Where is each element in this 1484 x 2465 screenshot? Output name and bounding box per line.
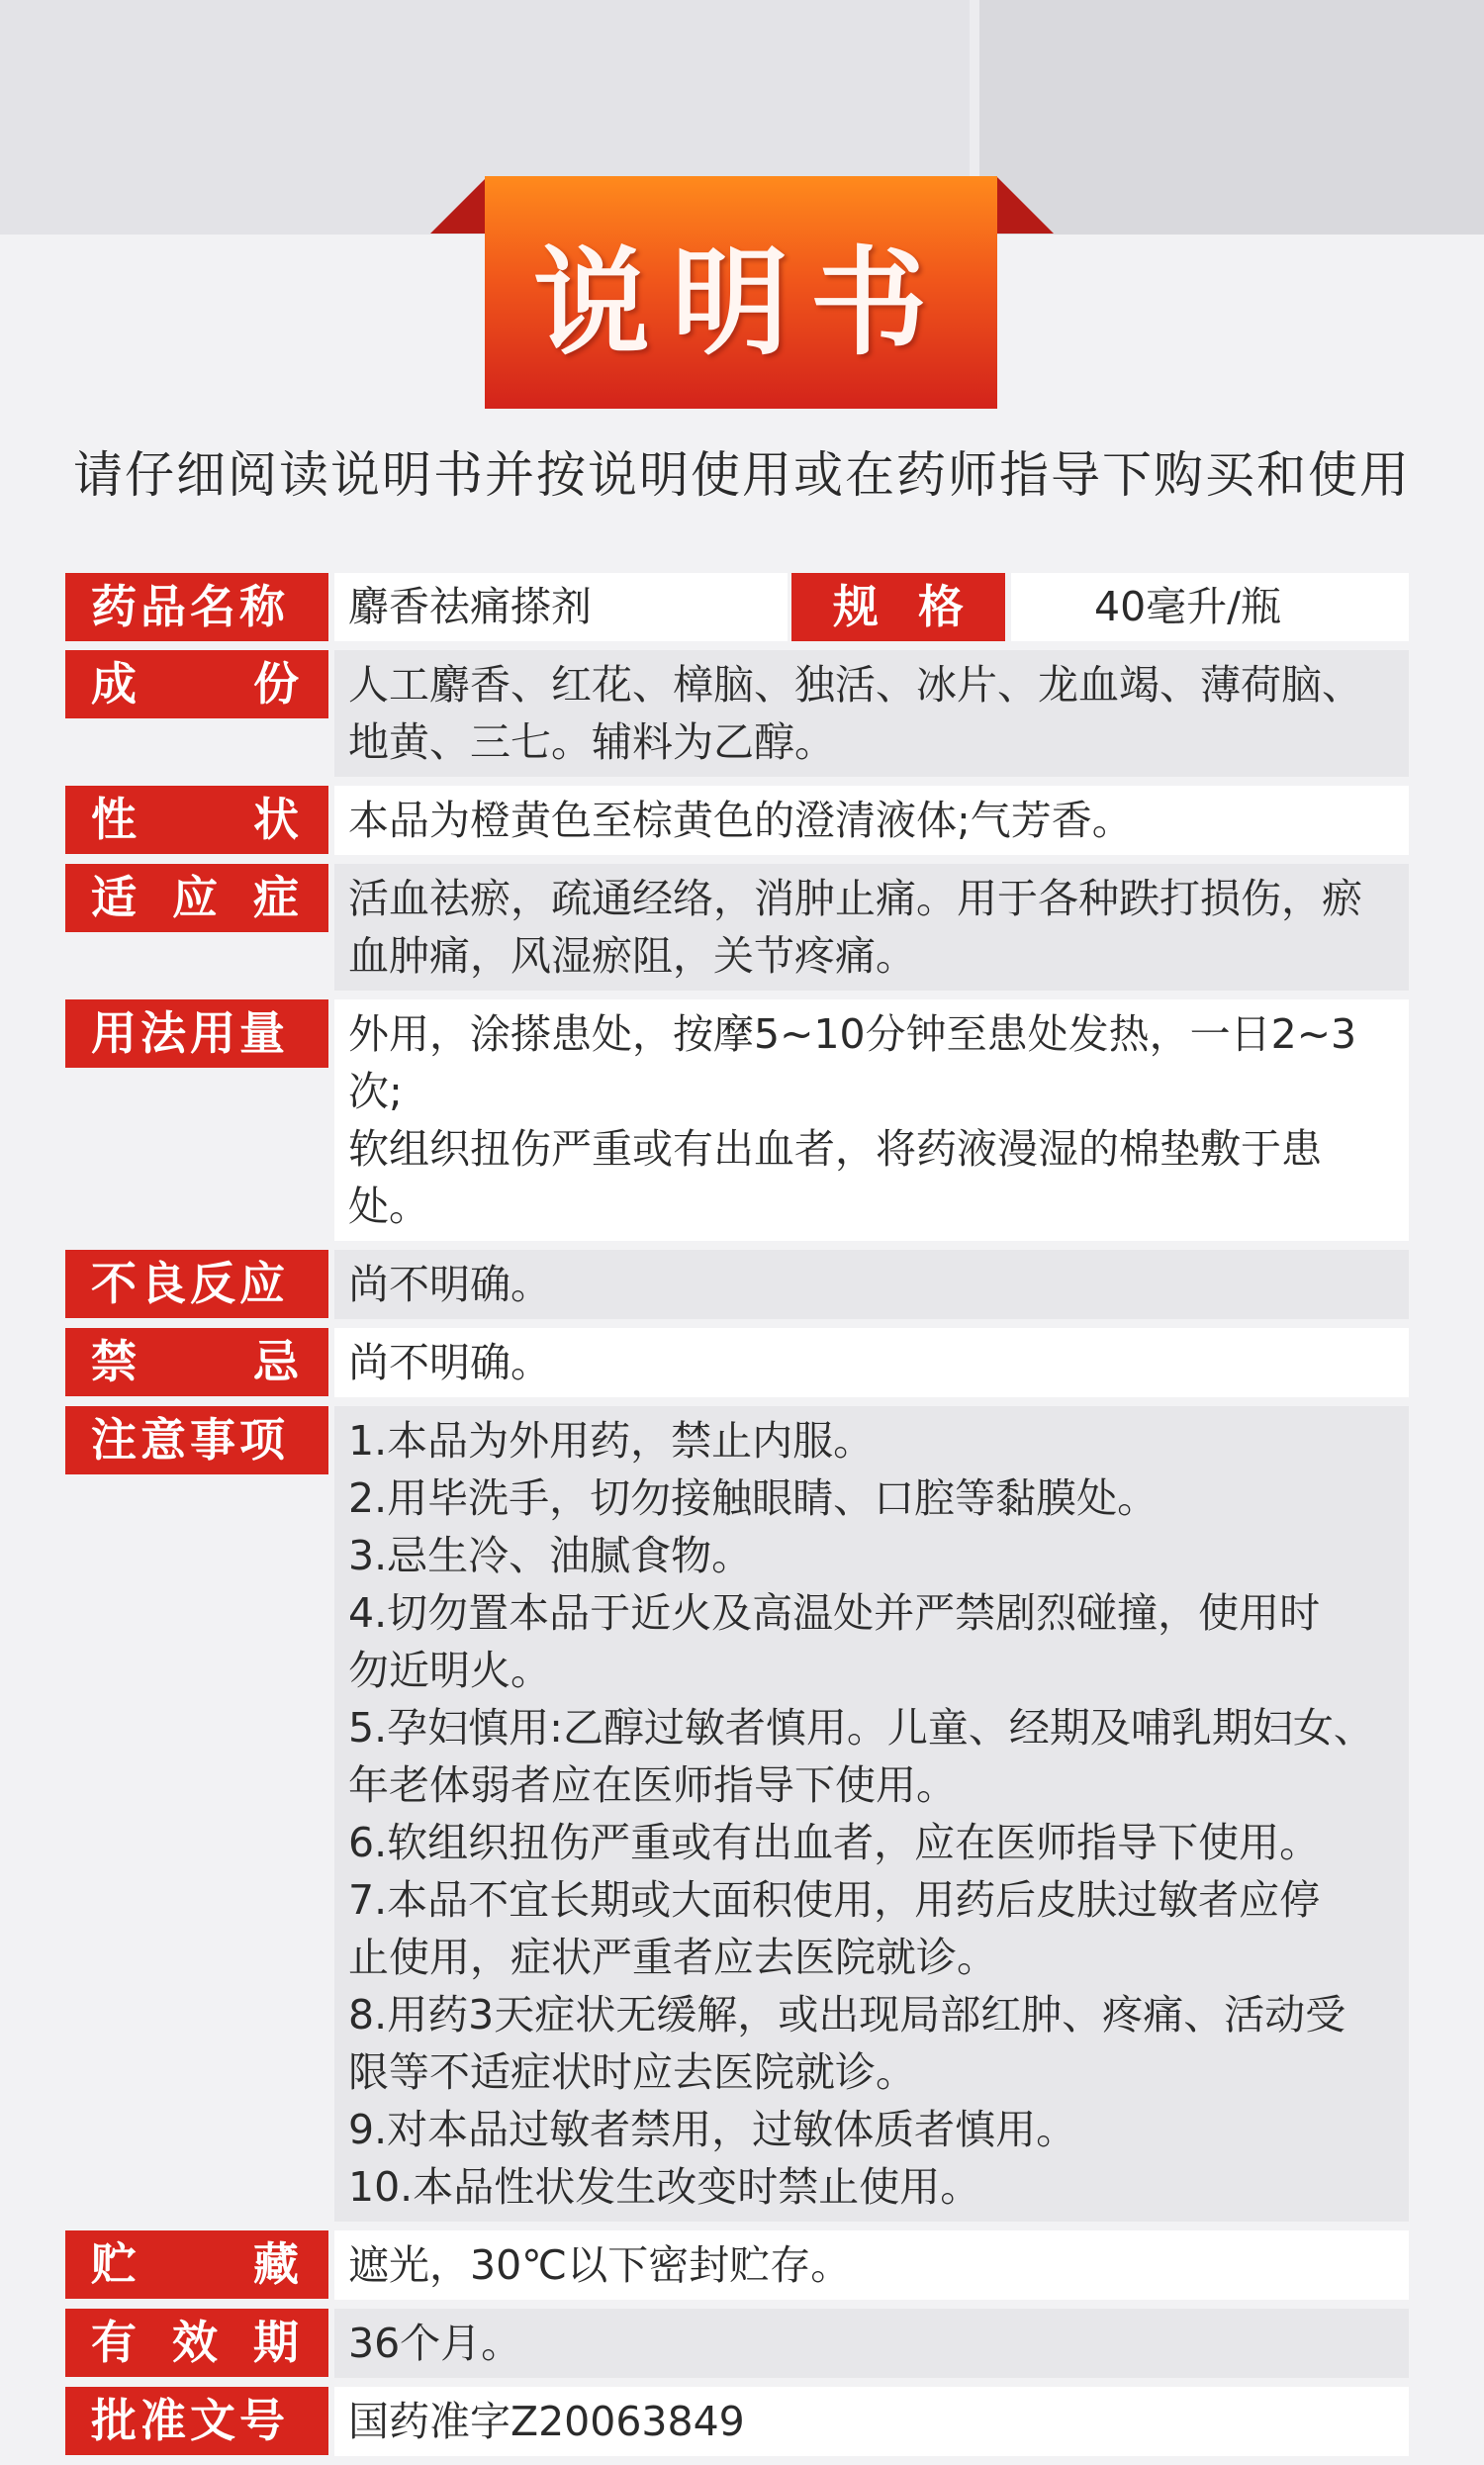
precaution-line: 6.软组织扭伤严重或有出血者，应在医师指导下使用。 [348,1819,1321,1866]
precaution-line: 勿近明火。 [348,1647,551,1694]
precaution-line: 7.本品不宜长期或大面积使用，用药后皮肤过敏者应停 [348,1876,1321,1924]
label-indications: 适 应 症 [65,864,328,932]
precaution-line: 10.本品性状发生改变时禁止使用。 [348,2163,981,2211]
value-drug-name: 麝香祛痛搽剂 [334,573,788,641]
label-drug-name: 药品名称 [65,573,328,641]
precaution-line: 年老体弱者应在医师指导下使用。 [348,1761,957,1809]
header-background-right [979,0,1484,235]
row-ingredients [65,650,1409,777]
label-validity: 有 效 期 [65,2309,328,2377]
banner-box [485,176,997,409]
page-title: 说明书 [532,234,949,371]
subtitle: 请仔细阅读说明书并按说明使用或在药师指导下购买和使用 [73,446,1411,504]
label-contraindications: 禁 忌 [65,1328,328,1396]
precaution-line: 3.忌生冷、油腻食物。 [348,1532,753,1579]
label-spec: 规 格 [791,573,1005,641]
value-adverse: 尚不明确。 [334,1250,1409,1319]
title-banner [430,176,1054,409]
value-validity: 36个月。 [334,2309,1409,2378]
value-properties: 本品为橙黄色至棕黄色的澄清液体;气芳香。 [334,786,1409,855]
value-approval: 国药准字Z20063849 [334,2387,1409,2456]
precaution-line: 1.本品为外用药，禁止内服。 [348,1417,875,1465]
label-precautions: 注意事项 [65,1406,328,1474]
instructions-table [65,573,1409,2465]
precaution-line: 2.用毕洗手，切勿接触眼睛、口腔等黏膜处。 [348,1474,1159,1522]
row-precautions [65,1406,1409,2222]
row-indications [65,864,1409,991]
precaution-line: 8.用药3天症状无缓解，或出现局部红肿、疼痛、活动受 [348,1991,1346,2038]
precaution-line: 4.切勿置本品于近火及高温处并严禁剧烈碰撞，使用时 [348,1589,1321,1637]
label-dosage: 用法用量 [65,999,328,1068]
label-ingredients: 成 份 [65,650,328,718]
label-properties: 性 状 [65,786,328,854]
value-precautions [334,1406,1409,2222]
label-storage: 贮 藏 [65,2230,328,2299]
precaution-line: 限等不适症状时应去医院就诊。 [348,2048,916,2096]
row-validity [65,2309,1409,2378]
row-dosage [65,999,1409,1241]
row-contraindications [65,1328,1409,1397]
value-ingredients: 人工麝香、红花、樟脑、独活、冰片、龙血竭、薄荷脑、 地黄、三七。辅料为乙醇。 [334,650,1409,777]
value-contraindications: 尚不明确。 [334,1328,1409,1397]
label-adverse: 不良反应 [65,1250,328,1318]
row-properties [65,786,1409,855]
value-storage: 遮光，30℃以下密封贮存。 [334,2230,1409,2300]
value-spec: 40毫升/瓶 [1011,573,1409,641]
precaution-line: 5.孕妇慎用:乙醇过敏者慎用。儿童、经期及哺乳期妇女、 [348,1704,1374,1752]
value-indications: 活血祛瘀，疏通经络，消肿止痛。用于各种跌打损伤，瘀 血肿痛，风湿瘀阻，关节疼痛。 [334,864,1409,991]
value-dosage: 外用，涂搽患处，按摩5~10分钟至患处发热，一日2~3次; 软组织扭伤严重或有出血者，将药液漫湿的棉垫敷于患处。 [334,999,1409,1241]
banner-fold-right [996,176,1054,234]
banner-fold-left [430,176,488,234]
row-storage [65,2230,1409,2300]
row-approval [65,2387,1409,2456]
precaution-line: 9.对本品过敏者禁用，过敏体质者慎用。 [348,2106,1077,2153]
row-adverse [65,1250,1409,1319]
row-drug-name [65,573,1409,641]
label-approval: 批准文号 [65,2387,328,2455]
precaution-line: 止使用，症状严重者应去医院就诊。 [348,1934,997,1981]
